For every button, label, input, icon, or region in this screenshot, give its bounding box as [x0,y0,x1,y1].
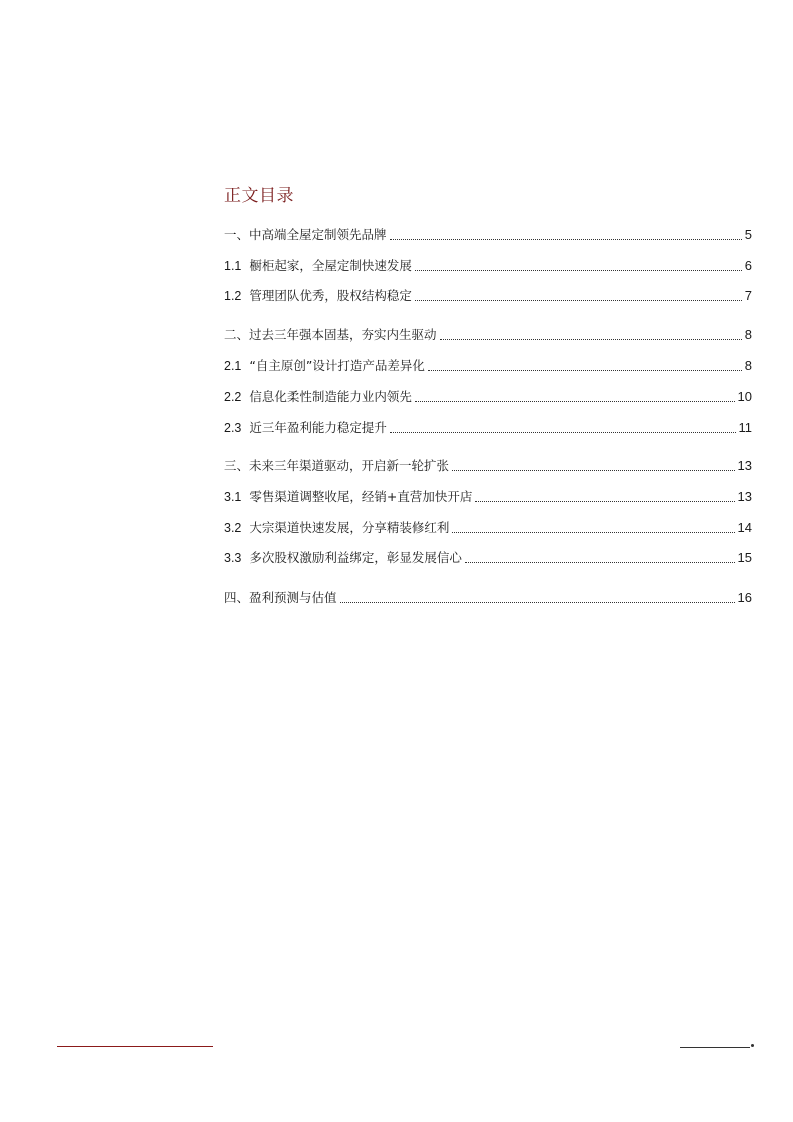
dot-leader [465,562,735,563]
toc-entry-page: 8 [744,358,752,373]
footer-rule-right [680,1047,750,1048]
toc-entry[interactable] [224,547,752,569]
toc-entry[interactable] [224,517,752,539]
toc-entry[interactable] [224,455,752,477]
dot-leader [390,432,736,433]
toc-entry-label: 信息化柔性制造能力业内领先 [249,389,412,404]
dot-leader [440,339,742,340]
toc-entry-label: 二、过去三年强本固基，夯实内生驱动 [224,327,437,342]
toc-entry-page: 6 [744,258,752,273]
toc-entry[interactable] [224,224,752,246]
dot-leader [415,270,742,271]
toc-entry[interactable] [224,386,752,408]
toc-entry-number: 2.2 [224,390,242,404]
toc-entry[interactable] [224,587,752,609]
dot-leader [452,470,735,471]
toc-entry-page: 14 [737,520,752,535]
dot-leader [415,300,742,301]
toc-entry-label: 一、中高端全屋定制领先品牌 [224,227,387,242]
toc-entry-number: 2.1 [224,359,242,373]
toc-entry-label: 大宗渠道快速发展，分享精装修红利 [249,520,450,535]
toc-entry[interactable] [224,486,752,508]
toc-entry-page: 16 [737,590,752,605]
toc-entry-label: 多次股权激励利益绑定，彰显发展信心 [249,550,462,565]
toc-entry[interactable] [224,255,752,277]
toc-entry-label: 三、未来三年渠道驱动，开启新一轮扩张 [224,458,450,473]
toc-title: 正文目录 [224,186,294,206]
dot-leader [340,602,735,603]
dot-leader [475,501,734,502]
toc-entry-label: 橱柜起家，全屋定制快速发展 [249,258,412,273]
dot-leader [428,370,742,371]
toc-entry-page: 11 [738,420,752,435]
toc-entry-label: 管理团队优秀，股权结构稳定 [249,288,412,303]
toc-entry[interactable] [224,355,752,377]
toc-entry-number: 3.1 [224,490,242,504]
toc-entry-label: 四、盈利预测与估值 [224,590,337,605]
toc-entry-page: 8 [744,327,752,342]
toc-entry[interactable] [224,324,752,346]
toc-entry-page: 13 [737,489,752,504]
toc-entry-label: 零售渠道调整收尾，经销+直营加快开店 [249,489,473,504]
toc-entry-number: 3.2 [224,521,242,535]
toc-entry-label: 近三年盈利能力稳定提升 [249,420,387,435]
toc-entry[interactable] [224,285,752,307]
toc-entry-page: 15 [737,550,752,565]
toc-entry-label: “自主原创”设计打造产品差异化 [249,358,425,373]
dot-leader [415,401,735,402]
toc-entry-number: 1.1 [224,259,242,273]
toc-entry-page: 13 [737,458,752,473]
toc-entry-number: 3.3 [224,551,242,565]
toc-entry-number: 2.3 [224,421,242,435]
toc-entry-page: 7 [744,288,752,303]
footer-rule-left [57,1046,213,1047]
toc-entry-number: 1.2 [224,289,242,303]
toc-entry-page: 5 [744,227,752,242]
dot-leader [390,239,742,240]
dot-leader [452,532,734,533]
toc-entry-page: 10 [737,389,752,404]
toc-entry[interactable] [224,417,752,439]
footer-dot [751,1044,754,1047]
